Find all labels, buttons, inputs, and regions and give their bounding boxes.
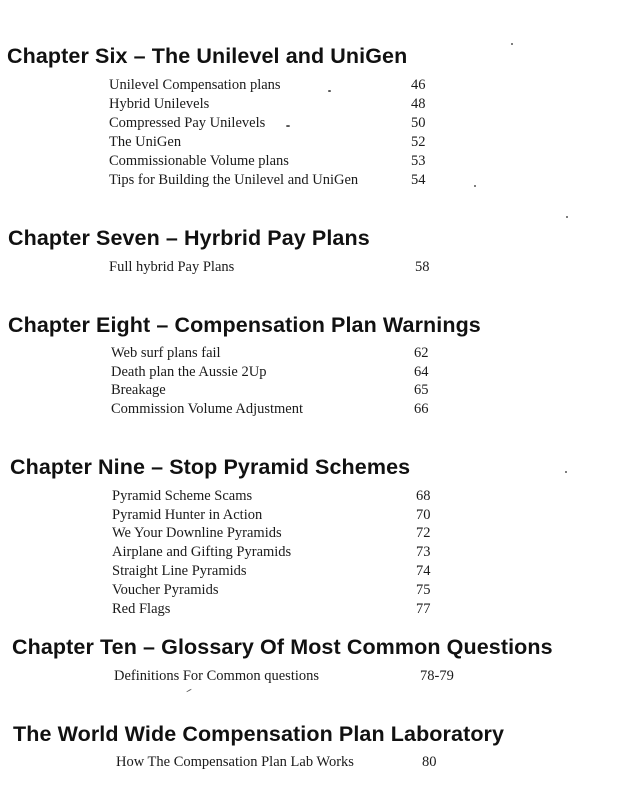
entry-page-number: 53 (411, 153, 426, 169)
scan-speck (328, 90, 331, 92)
entry-title: Straight Line Pyramids (112, 563, 247, 579)
scan-speck (186, 689, 192, 693)
entry-page-number: 68 (416, 488, 431, 504)
entry-title: The UniGen (109, 134, 182, 150)
entry-title: Breakage (111, 382, 166, 398)
entry-page-number: 66 (414, 401, 429, 417)
chapter-heading: Chapter Ten – Glossary Of Most Common Questions (12, 635, 553, 659)
entry-page-number: 77 (416, 601, 431, 617)
entry-page-number: 80 (422, 754, 437, 770)
scan-speck (565, 471, 567, 473)
entry-page-number: 58 (415, 259, 430, 275)
entry-title: Commissionable Volume plans (109, 153, 289, 169)
chapter-heading: The World Wide Compensation Plan Laboratory (13, 722, 505, 746)
entry-page-number: 52 (411, 134, 426, 150)
entry-title: Definitions For Common questions (114, 668, 320, 684)
chapter-heading: Chapter Six – The Unilevel and UniGen (7, 44, 408, 68)
entry-page-number: 54 (411, 172, 426, 188)
entry-page-number: 70 (416, 507, 431, 523)
entry-title: Red Flags (112, 601, 171, 617)
entry-title: Voucher Pyramids (112, 582, 219, 598)
entry-title: Death plan the Aussie 2Up (111, 364, 267, 380)
entry-title: Pyramid Hunter in Action (112, 507, 263, 523)
entry-page-number: 64 (414, 364, 429, 380)
entry-title: Unilevel Compensation plans (109, 77, 281, 93)
entry-page-number: 78-79 (420, 668, 454, 684)
entry-page-number: 72 (416, 525, 431, 541)
entry-title: Commission Volume Adjustment (111, 401, 304, 417)
scan-speck (474, 185, 476, 187)
scan-speck (286, 125, 290, 127)
entry-page-number: 65 (414, 382, 429, 398)
entry-title: We Your Downline Pyramids (112, 525, 282, 541)
entry-page-number: 50 (411, 115, 426, 131)
scan-speck (566, 216, 568, 218)
chapter-heading: Chapter Seven – Hyrbrid Pay Plans (8, 226, 370, 250)
entry-title: Compressed Pay Unilevels (109, 115, 266, 131)
entry-title: Tips for Building the Unilevel and UniGen (109, 172, 359, 188)
entry-page-number: 62 (414, 345, 429, 361)
scan-speck (511, 43, 513, 45)
entry-title: Full hybrid Pay Plans (109, 259, 235, 275)
entry-page-number: 75 (416, 582, 431, 598)
entry-title: Airplane and Gifting Pyramids (112, 544, 292, 560)
entry-page-number: 48 (411, 96, 426, 112)
entry-page-number: 73 (416, 544, 431, 560)
entry-title: How The Compensation Plan Lab Works (116, 754, 354, 770)
entry-page-number: 46 (411, 77, 426, 93)
chapter-heading: Chapter Eight – Compensation Plan Warnings (8, 313, 481, 337)
entry-title: Hybrid Unilevels (109, 96, 210, 112)
chapter-heading: Chapter Nine – Stop Pyramid Schemes (10, 455, 411, 479)
entry-title: Pyramid Scheme Scams (112, 488, 253, 504)
entry-page-number: 74 (416, 563, 431, 579)
entry-title: Web surf plans fail (111, 345, 221, 361)
